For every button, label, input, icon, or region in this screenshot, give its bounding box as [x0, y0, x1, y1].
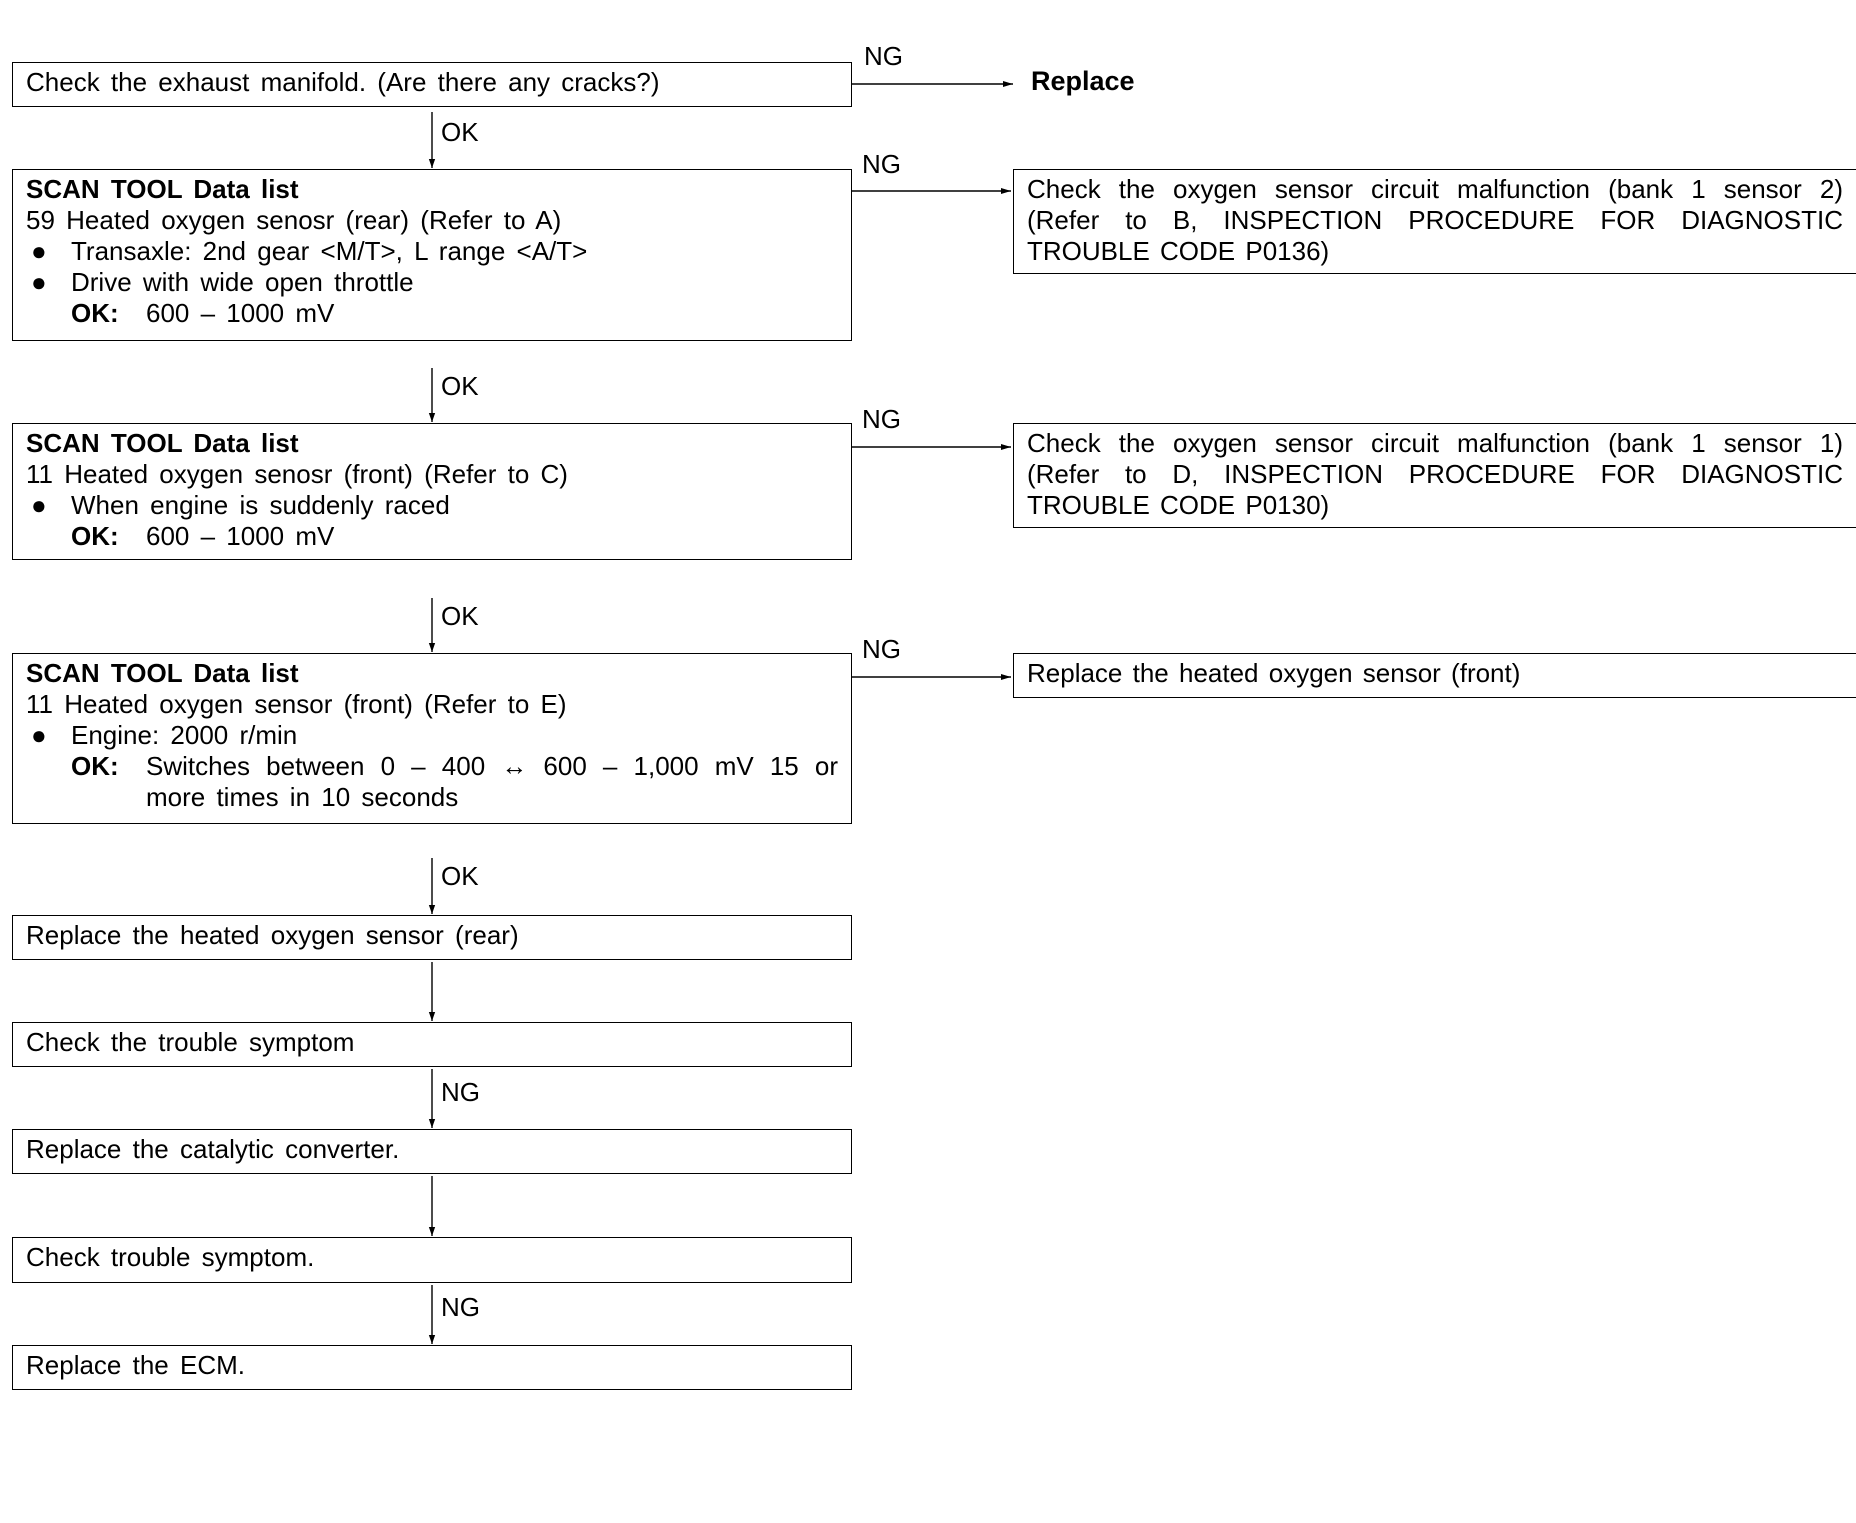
ok-spec-value: 600 – 1000 mV: [146, 298, 335, 328]
step3-ng-box: [1013, 423, 1856, 528]
step4-title: SCAN TOOL Data list: [26, 658, 299, 688]
step3-ng-label: NG: [862, 404, 901, 434]
step9-box: [12, 1345, 852, 1390]
step3-ng-line-3: TROUBLE CODE P0130): [1027, 490, 1330, 520]
ok-spec-value: 600 – 1000 mV: [146, 521, 335, 551]
step1-ng-label: NG: [864, 41, 903, 71]
ok-spec-label: OK:: [71, 751, 119, 781]
step2-ng-box: [1013, 169, 1856, 274]
step4-box: [12, 653, 852, 824]
ok-label-2: OK: [441, 371, 479, 401]
step4-ng-line-1: Replace the heated oxygen sensor (front): [1027, 658, 1521, 688]
step3-box: [12, 423, 852, 560]
step2-ng-line-2: (Refer to B, INSPECTION PROCEDURE FOR DIAGNOSTIC: [1027, 205, 1843, 235]
step3-ok-spec: [26, 521, 838, 552]
step4-bullet-1: ● Engine: 2000 r/min: [31, 720, 298, 750]
step4-ok-spec: [26, 751, 838, 813]
step8-text: Check trouble symptom.: [26, 1242, 315, 1272]
step7-text: Replace the catalytic converter.: [26, 1134, 400, 1164]
ok-spec-label: OK:: [71, 521, 119, 551]
step2-title: SCAN TOOL Data list: [26, 174, 299, 204]
step3-item: 11 Heated oxygen senosr (front) (Refer to C): [26, 459, 568, 489]
step3-title: SCAN TOOL Data list: [26, 428, 299, 458]
ok-label-1: OK: [441, 117, 479, 147]
ok-label-3: OK: [441, 601, 479, 631]
step8-box: [12, 1237, 852, 1283]
ok-label-4: OK: [441, 861, 479, 891]
step4-ng-label: NG: [862, 634, 901, 664]
step1-text: Check the exhaust manifold. (Are there any cracks?): [26, 67, 660, 97]
step2-item: 59 Heated oxygen senosr (rear) (Refer to A): [26, 205, 562, 235]
step2-ng-line-1: Check the oxygen sensor circuit malfunction (bank 1 sensor 2): [1027, 174, 1843, 204]
step7-box: [12, 1129, 852, 1174]
step2-ng-line-3: TROUBLE CODE P0136): [1027, 236, 1330, 266]
step4-ng-box: [1013, 653, 1856, 698]
step2-bullet-1: ● Transaxle: 2nd gear <M/T>, L range <A/T>: [31, 236, 588, 266]
step2-ng-label: NG: [862, 149, 901, 179]
step6-box: [12, 1022, 852, 1067]
step5-box: [12, 915, 852, 960]
step2-bullet-2: ● Drive with wide open throttle: [31, 267, 414, 297]
ng-label-step6: NG: [441, 1077, 480, 1107]
step1-ng-result: Replace: [1031, 66, 1135, 96]
step3-ng-line-2: (Refer to D, INSPECTION PROCEDURE FOR DIAGNOSTIC: [1027, 459, 1843, 489]
step3-bullet-1: ● When engine is suddenly raced: [31, 490, 450, 520]
step9-text: Replace the ECM.: [26, 1350, 245, 1380]
step3-ng-line-1: Check the oxygen sensor circuit malfunction (bank 1 sensor 1): [1027, 428, 1843, 458]
ok-spec-value: Switches between 0 – 400 ↔ 600 – 1,000 mV 15 or more times in 10 seconds: [146, 751, 838, 812]
step2-ok-spec: [26, 298, 838, 329]
ok-spec-label: OK:: [71, 298, 119, 328]
ng-label-step8: NG: [441, 1292, 480, 1322]
step2-box: [12, 169, 852, 341]
step4-item: 11 Heated oxygen sensor (front) (Refer to E): [26, 689, 567, 719]
step6-text: Check the trouble symptom: [26, 1027, 355, 1057]
step5-text: Replace the heated oxygen sensor (rear): [26, 920, 519, 950]
step1-box: [12, 62, 852, 107]
